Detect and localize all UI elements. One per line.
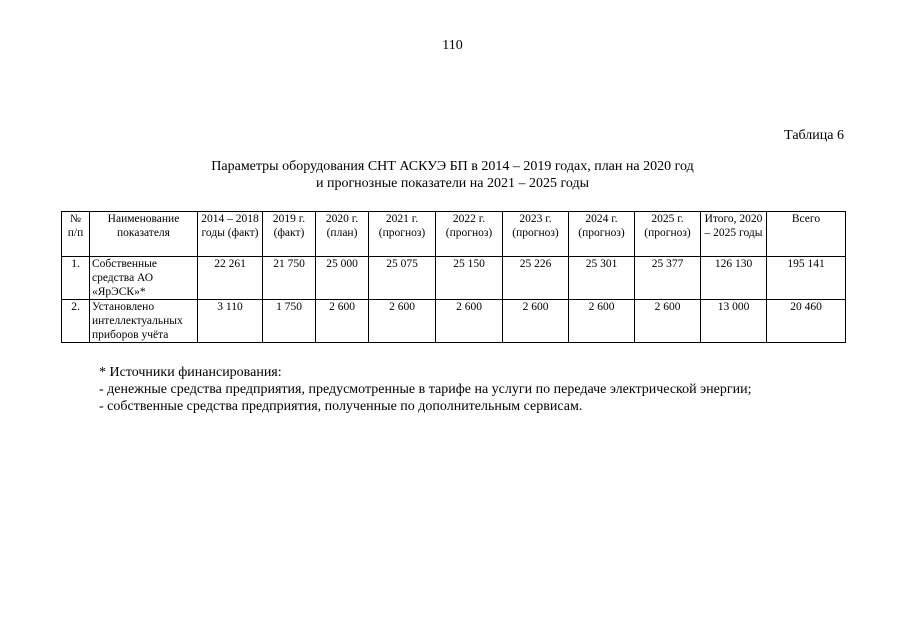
row-num: 2.: [62, 300, 90, 343]
table-label: Таблица 6: [784, 128, 844, 143]
cell-value: 25 301: [569, 257, 635, 300]
cell-value: 22 261: [198, 257, 263, 300]
cell-value: 25 226: [503, 257, 569, 300]
cell-value: 20 460: [767, 300, 846, 343]
cell-value: 2 600: [369, 300, 436, 343]
cell-value: 1 750: [263, 300, 316, 343]
header-total-2020-2025: Итого, 2020 – 2025 годы: [701, 212, 767, 257]
row-name: Собственные средства АО «ЯрЭСК»*: [90, 257, 198, 300]
cell-value: 25 075: [369, 257, 436, 300]
cell-value: 25 150: [436, 257, 503, 300]
cell-value: 3 110: [198, 300, 263, 343]
header-2021: 2021 г. (прогноз): [369, 212, 436, 257]
cell-value: 2 600: [436, 300, 503, 343]
cell-value: 13 000: [701, 300, 767, 343]
cell-value: 126 130: [701, 257, 767, 300]
header-2022: 2022 г. (прогноз): [436, 212, 503, 257]
funding-notes: [99, 364, 751, 415]
table-row: [62, 257, 846, 300]
table-row: [62, 300, 846, 343]
header-grand-total: Всего: [767, 212, 846, 257]
cell-value: 2 600: [569, 300, 635, 343]
header-num: № п/п: [62, 212, 90, 257]
notes-item: - собственные средства предприятия, полученные по дополнительным сервисам.: [99, 399, 583, 414]
cell-value: 195 141: [767, 257, 846, 300]
notes-heading: * Источники финансирования:: [99, 365, 282, 380]
cell-value: 25 377: [635, 257, 701, 300]
header-2024: 2024 г. (прогноз): [569, 212, 635, 257]
header-2019: 2019 г. (факт): [263, 212, 316, 257]
cell-value: 21 750: [263, 257, 316, 300]
header-2014-2018: 2014 – 2018 годы (факт): [198, 212, 263, 257]
row-num: 1.: [62, 257, 90, 300]
row-name: Установлено интеллектуальных приборов учёта: [90, 300, 198, 343]
header-name: Наименование показателя: [90, 212, 198, 257]
title-line-1: Параметры оборудования СНТ АСКУЭ БП в 2014 – 2019 годах, план на 2020 год: [211, 159, 694, 174]
page-number: 110: [442, 38, 463, 53]
table-header-row: [62, 212, 846, 257]
header-2025: 2025 г. (прогноз): [635, 212, 701, 257]
cell-value: 2 600: [503, 300, 569, 343]
parameters-table: [61, 211, 846, 343]
cell-value: 2 600: [635, 300, 701, 343]
cell-value: 25 000: [316, 257, 369, 300]
document-title: [0, 158, 905, 192]
header-2023: 2023 г. (прогноз): [503, 212, 569, 257]
title-line-2: и прогнозные показатели на 2021 – 2025 годы: [315, 176, 590, 191]
notes-item: - денежные средства предприятия, предусмотренные в тарифе на услуги по передаче электрической энергии;: [99, 382, 752, 397]
cell-value: 2 600: [316, 300, 369, 343]
header-2020: 2020 г. (план): [316, 212, 369, 257]
